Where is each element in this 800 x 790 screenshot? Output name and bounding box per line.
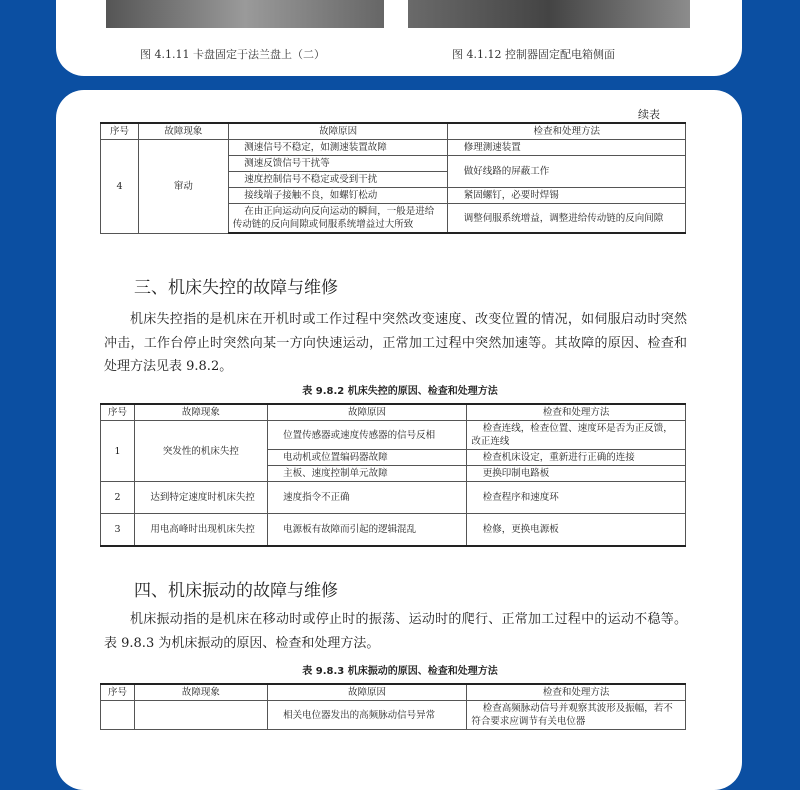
section-title-vibration: 四、机床振动的故障与维修: [134, 581, 338, 601]
col-header-method: 检查和处理方法: [467, 404, 686, 421]
method-cell: 修理测速装置: [448, 140, 686, 156]
table-continued: [100, 122, 686, 234]
method-cell: 做好线路的屏蔽工作: [448, 156, 686, 188]
symptom-cell: 用电高峰时出现机床失控: [134, 514, 267, 546]
seq-cell: [101, 701, 135, 730]
col-header-symptom: 故障现象: [138, 123, 228, 140]
col-header-cause: 故障原因: [267, 684, 467, 701]
section-paragraph-runaway: 机床失控指的是机床在开机时或工作过程中突然改变速度、改变位置的情况，如伺服启动时突然冲击，工作台停止时突然向某一方向快速运动，正常加工过程中突然加速等。其故障的原因、检查和处理方法见表 9.8.2。: [104, 312, 687, 374]
seq-cell: 3: [101, 514, 135, 546]
method-cell: 调整伺服系统增益，调整进给传动链的反向间隙: [448, 204, 686, 234]
table-row: [101, 482, 686, 514]
col-header-seq: 序号: [101, 404, 135, 421]
table-row: [101, 421, 686, 450]
seq-cell: 1: [101, 421, 135, 482]
figure-4-1-11-photo: [106, 0, 384, 28]
cause-cell: 相关电位器发出的高频脉动信号异常: [267, 701, 467, 730]
symptom-cell: [134, 701, 267, 730]
cause-cell: 速度指令不正确: [267, 482, 467, 514]
symptom-cell: 达到特定速度时机床失控: [134, 482, 267, 514]
method-cell: 检查连线，检查位置、速度环是否为正反馈，改正连线: [467, 421, 686, 450]
table-row: [101, 701, 686, 730]
col-header-symptom: 故障现象: [134, 404, 267, 421]
col-header-method: 检查和处理方法: [467, 684, 686, 701]
table-caption-9-8-3: 表 9.8.3 机床振动的原因、检查和处理方法: [302, 666, 498, 677]
table-row: [101, 514, 686, 546]
seq-cell: 2: [101, 482, 135, 514]
cause-cell: 电动机或位置编码器故障: [267, 450, 467, 466]
figure-4-1-12-photo: [408, 0, 690, 28]
col-header-cause: 故障原因: [267, 404, 467, 421]
method-cell: 紧固螺钉，必要时焊锡: [448, 188, 686, 204]
cause-cell: 接线端子接触不良，如螺钉松动: [228, 188, 448, 204]
section-title-runaway: 三、机床失控的故障与维修: [134, 278, 338, 298]
cause-cell: 速度控制信号不稳定或受到干扰: [228, 172, 448, 188]
seq-cell: 4: [101, 140, 139, 234]
table-row: [101, 140, 686, 156]
table-9-8-2: [100, 403, 686, 547]
method-cell: 更换印制电路板: [467, 466, 686, 482]
col-header-cause: 故障原因: [228, 123, 448, 140]
cause-cell: 测速反馈信号干扰等: [228, 156, 448, 172]
figure-caption-right: 图 4.1.12 控制器固定配电箱侧面: [452, 48, 615, 61]
method-cell: 检查程序和速度环: [467, 482, 686, 514]
cause-cell: 主板、速度控制单元故障: [267, 466, 467, 482]
method-cell: 检修，更换电源板: [467, 514, 686, 546]
section-paragraph-vibration: 机床振动指的是机床在移动时或停止时的振荡、运动时的爬行、正常加工过程中的运动不稳等。表 9.8.3 为机床振动的原因、检查和处理方法。: [104, 612, 687, 651]
cause-cell: 测速信号不稳定，如测速装置故障: [228, 140, 448, 156]
method-cell: 检查机床设定，重新进行正确的连接: [467, 450, 686, 466]
method-cell: 检查高频脉动信号并观察其波形及振幅，若不符合要求应调节有关电位器: [467, 701, 686, 730]
cause-cell: 位置传感器或速度传感器的信号反相: [267, 421, 467, 450]
figure-caption-left: 图 4.1.11 卡盘固定于法兰盘上（二）: [140, 48, 325, 61]
symptom-cell: 突发性的机床失控: [134, 421, 267, 482]
symptom-cell: 窜动: [138, 140, 228, 234]
col-header-method: 检查和处理方法: [448, 123, 686, 140]
table-continued-label: 续表: [638, 108, 660, 121]
cause-cell: 在由正向运动向反向运动的瞬间，一般是进给传动链的反向间隙或伺服系统增益过大所致: [228, 204, 448, 234]
cause-cell: 电源板有故障而引起的逻辑混乱: [267, 514, 467, 546]
table-9-8-3: [100, 683, 686, 730]
col-header-symptom: 故障现象: [134, 684, 267, 701]
col-header-seq: 序号: [101, 684, 135, 701]
col-header-seq: 序号: [101, 123, 139, 140]
table-caption-9-8-2: 表 9.8.2 机床失控的原因、检查和处理方法: [302, 386, 498, 397]
